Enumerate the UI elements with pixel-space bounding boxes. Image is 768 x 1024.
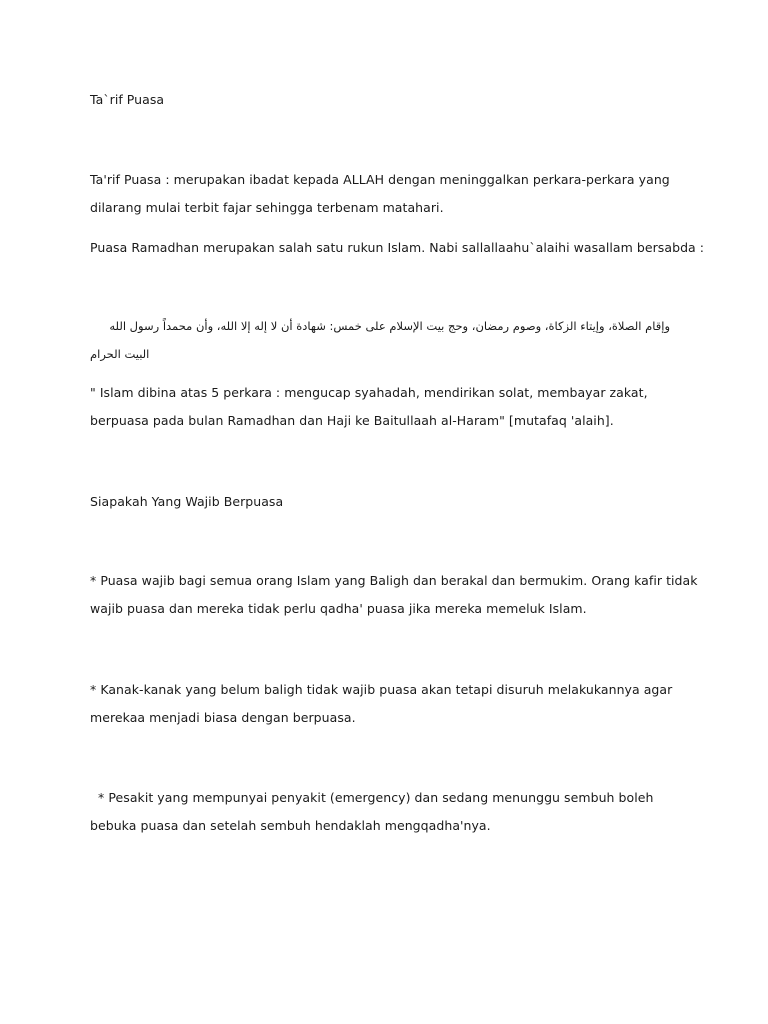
heading-tarif-puasa: Ta`rif Puasa	[90, 92, 165, 107]
arabic-hadith-line: البيت الحرام	[90, 347, 150, 361]
bullet-line: * Puasa wajib bagi semua orang Islam yang Baligh dan berakal dan bermukim. Orang kafir tidak	[90, 573, 698, 588]
paragraph-line: berpuasa pada bulan Ramadhan dan Haji ke Baitullaah al-Haram" [mutafaq 'alaih].	[90, 413, 614, 428]
paragraph-line: " Islam dibina atas 5 perkara : mengucap syahadah, mendirikan solat, membayar zakat,	[90, 385, 648, 400]
bullet-line: wajib puasa dan mereka tidak perlu qadha' puasa jika mereka memeluk Islam.	[90, 601, 587, 616]
paragraph-line: Ta'rif Puasa : merupakan ibadat kepada ALLAH dengan meninggalkan perkara-perkara yang	[90, 172, 670, 187]
bullet-line: * Kanak-kanak yang belum baligh tidak wajib puasa akan tetapi disuruh melakukannya agar	[90, 682, 673, 697]
arabic-hadith-line: وإقام الصلاة، وإيتاء الزكاة، وصوم رمضان، وحج بيت الإسلام على خمس: شهادة أن لا إله إلا الله، وأن محمداً رسول الله	[109, 319, 670, 333]
paragraph-line: Puasa Ramadhan merupakan salah satu rukun Islam. Nabi sallallaahu`alaihi wasallam bersabda :	[90, 240, 705, 255]
paragraph-line: dilarang mulai terbit fajar sehingga terbenam matahari.	[90, 200, 444, 215]
bullet-line: merekaa menjadi biasa dengan berpuasa.	[90, 710, 356, 725]
bullet-line: * Pesakit yang mempunyai penyakit (emergency) dan sedang menunggu sembuh boleh	[90, 790, 654, 805]
heading-siapakah-wajib-berpuasa: Siapakah Yang Wajib Berpuasa	[90, 494, 284, 509]
bullet-line: bebuka puasa dan setelah sembuh hendaklah mengqadha'nya.	[90, 818, 491, 833]
